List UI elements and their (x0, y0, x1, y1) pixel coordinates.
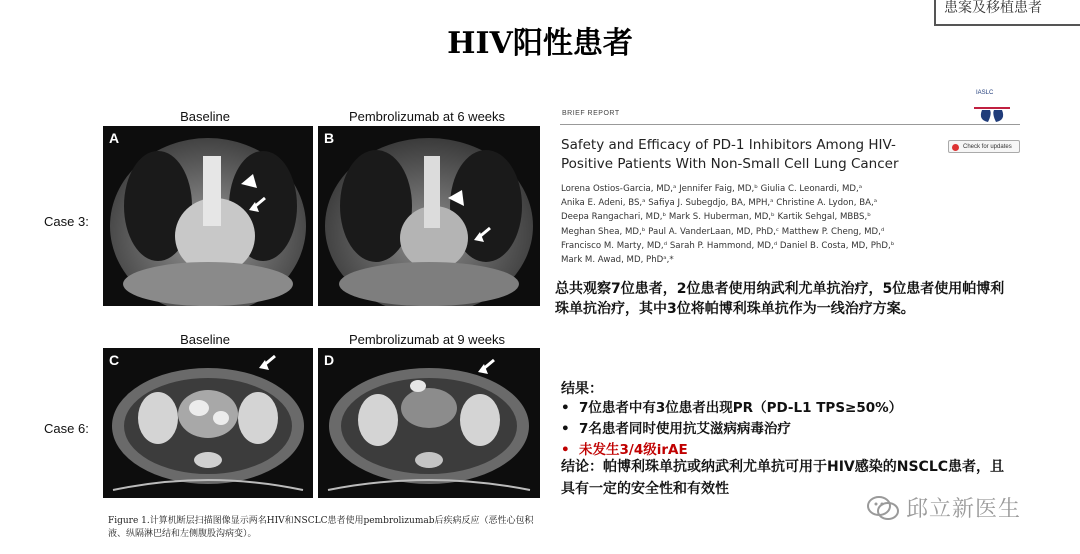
check-for-updates-button[interactable]: Check for updates (948, 140, 1020, 153)
wechat-icon (866, 494, 900, 522)
author-line: Anika E. Adeni, BS,ᵃ Safiya J. Subegdjo, BA, MPH,ᵃ Christine A. Lydon, BA,ᵃ (561, 198, 878, 209)
iaslc-logo: IASLC (968, 90, 1016, 124)
case-label-6: Case 6: (44, 421, 89, 436)
results-heading: 结果： (561, 381, 603, 397)
results-list (561, 398, 902, 461)
panel-letter-a: A (109, 130, 120, 146)
col-head-baseline-top: Baseline (180, 109, 230, 124)
panel-letter-d: D (324, 352, 335, 368)
ct-scan-b (318, 126, 540, 306)
slide-title: HIV阳性患者 (447, 26, 633, 61)
figure-caption: Figure 1.计算机断层扫描图像显示两名HIV和NSCLC患者使用pembrolizumab后疾病反应（恶性心包积液、纵隔淋巴结和左侧腹股沟病变）。 (108, 516, 534, 539)
author-line: Lorena Ostios-Garcia, MD,ᵃ Jennifer Faig, MD,ᵇ Giulia C. Leonardi, MD,ᵃ (561, 184, 863, 194)
watermark (866, 492, 1021, 523)
author-line: Francisco M. Marty, MD,ᵈ Sarah P. Hammond, MD,ᵈ Daniel B. Costa, MD, PhD,ᵇ (561, 240, 895, 251)
paper-header (548, 90, 1028, 270)
ct-figure (0, 100, 545, 540)
update-icon (952, 144, 959, 151)
ct-scan-c (103, 348, 313, 498)
paper-rule (560, 124, 1020, 125)
author-list (561, 182, 991, 267)
paper-title: Safety and Efficacy of PD-1 Inhibitors Among HIV- Positive Patients With Non-Small Cell Lung Cancer (561, 137, 899, 172)
paper-section-label: BRIEF REPORT (562, 110, 620, 117)
ct-scan-a (103, 126, 313, 306)
case-label-3: Case 3: (44, 214, 89, 229)
author-line: Meghan Shea, MD,ᵇ Paul A. VanderLaan, MD, PhD,ᶜ Matthew P. Cheng, MD,ᵈ (561, 226, 885, 237)
author-line: Mark M. Awad, MD, PhDᵃ,* (561, 255, 674, 266)
col-head-followup-bottom: Pembrolizumab at 9 weeks (348, 332, 506, 347)
author-line: Deepa Rangachari, MD,ᵇ Mark S. Huberman, MD,ᵇ Kartik Sehgal, MBBS,ᵇ (561, 212, 871, 223)
conclusion-text: 结论：帕博利珠单抗或纳武利尤单抗可用于HIV感染的NSCLC患者，且具有一定的安全性和有效性 (561, 459, 1005, 497)
results-item: • 7名患者同时使用抗艾滋病病毒治疗 (561, 421, 791, 437)
summary-text: 总共观察7位患者，2位患者使用纳武利尤单抗治疗，5位患者使用帕博利珠单抗治疗，其中3位将帕博利珠单抗作为一线治疗方案。 (555, 281, 1005, 317)
ct-scan-d (318, 348, 540, 498)
panel-letter-c: C (109, 352, 120, 368)
col-head-baseline-bottom: Baseline (180, 332, 230, 347)
watermark-text: 邱立新医生 (906, 497, 1022, 522)
results-item-highlight: • 未发生3/4级irAE (561, 442, 688, 458)
results-item: • 7位患者中有3位患者出现PR（PD-L1 TPS≥50%） (561, 400, 903, 416)
col-head-followup-top: Pembrolizumab at 6 weeks (348, 109, 506, 124)
header-corner-text: 患案及移植患者 (934, 0, 1080, 26)
panel-letter-b: B (324, 130, 335, 146)
